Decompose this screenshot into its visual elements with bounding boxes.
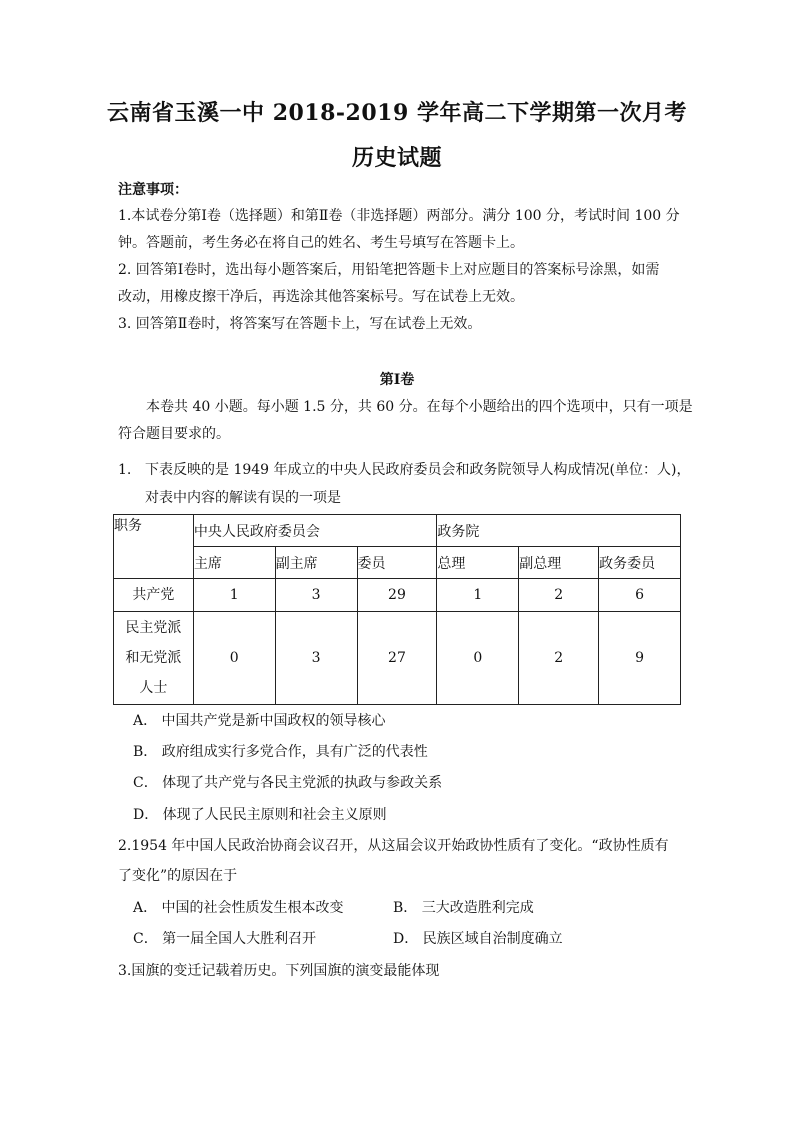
table-cell: 0	[437, 612, 519, 705]
row-label	[114, 612, 194, 705]
table-subheader: 副总理	[519, 547, 599, 579]
notice-line: 2. 回答第Ⅰ卷时，选出每小题答案后，用铅笔把答题卡上对应题目的答案标号涂黑，如需	[118, 262, 660, 278]
table-cell: 27	[357, 612, 437, 705]
answer-option: D． 民族区域自治制度确立	[393, 931, 563, 947]
answer-option: D． 体现了人民民主原则和社会主义原则	[133, 807, 387, 823]
exam-title: 云南省玉溪一中 2018-2019 学年高二下学期第一次月考	[107, 100, 687, 126]
notice-line: 1.本试卷分第Ⅰ卷（选择题）和第Ⅱ卷（非选择题）两部分。满分 100 分，考试时间 100 分	[118, 208, 680, 224]
section-intro: 符合题目要求的。	[118, 426, 230, 442]
question-stem: 3.国旗的变迁记载着历史。下列国旗的演变最能体现	[118, 963, 440, 979]
section-intro: 本卷共 40 小题。每小题 1.5 分，共 60 分。在每个小题给出的四个选项中，只有一项是	[146, 399, 693, 415]
answer-option: B． 三大改造胜利完成	[393, 900, 534, 916]
table-cell: 1	[193, 579, 275, 612]
table-subheader: 总理	[437, 547, 519, 579]
table-header-position: 职务	[114, 515, 194, 579]
row-label: 共产党	[114, 579, 194, 612]
exam-subtitle: 历史试题	[351, 145, 442, 171]
section-title: 第Ⅰ卷	[379, 372, 415, 388]
table-subheader: 副主席	[275, 547, 357, 579]
table-cell: 0	[193, 612, 275, 705]
table-cell: 2	[519, 579, 599, 612]
table-subheader: 主席	[193, 547, 275, 579]
answer-option: A． 中国共产党是新中国政权的领导核心	[133, 713, 386, 729]
leadership-table	[113, 514, 681, 705]
table-group-header: 中央人民政府委员会	[193, 515, 437, 547]
table-cell: 9	[599, 612, 681, 705]
table-row	[114, 579, 681, 612]
question-number: 1.	[118, 462, 132, 478]
answer-option: C． 第一届全国人大胜利召开	[133, 931, 317, 947]
question-stem: 了变化”的原因在于	[118, 868, 238, 884]
question-stem: 对表中内容的解读有误的一项是	[145, 490, 341, 506]
table-group-header: 政务院	[437, 515, 681, 547]
notice-line: 改动，用橡皮擦干净后，再选涂其他答案标号。写在试卷上无效。	[118, 289, 524, 305]
table-cell: 29	[357, 579, 437, 612]
answer-option: B． 政府组成实行多党合作，具有广泛的代表性	[133, 744, 428, 760]
question-stem: 下表反映的是 1949 年成立的中央人民政府委员会和政务院领导人构成情况(单位：人)，	[145, 462, 691, 478]
notice-heading: 注意事项：	[118, 182, 188, 198]
table-cell: 2	[519, 612, 599, 705]
question-stem: 2.1954 年中国人民政治协商会议召开，从这届会议开始政协性质有了变化。“政协性质有	[118, 838, 669, 854]
answer-option: A． 中国的社会性质发生根本改变	[133, 900, 344, 916]
notice-line: 3. 回答第Ⅱ卷时，将答案写在答题卡上，写在试卷上无效。	[118, 316, 482, 332]
row-label-line: 民主党派	[125, 620, 182, 636]
table-subheader: 委员	[357, 547, 437, 579]
table-cell: 3	[275, 579, 357, 612]
notice-line: 钟。答题前，考生务必在将自己的姓名、考生号填写在答题卡上。	[118, 235, 524, 251]
row-label-line: 和无党派	[125, 650, 182, 666]
table-subheader: 政务委员	[599, 547, 681, 579]
row-label-line: 人士	[139, 680, 168, 696]
table-row	[114, 612, 681, 705]
answer-option: C． 体现了共产党与各民主党派的执政与参政关系	[133, 775, 443, 791]
table-cell: 6	[599, 579, 681, 612]
table-cell: 1	[437, 579, 519, 612]
table-cell: 3	[275, 612, 357, 705]
